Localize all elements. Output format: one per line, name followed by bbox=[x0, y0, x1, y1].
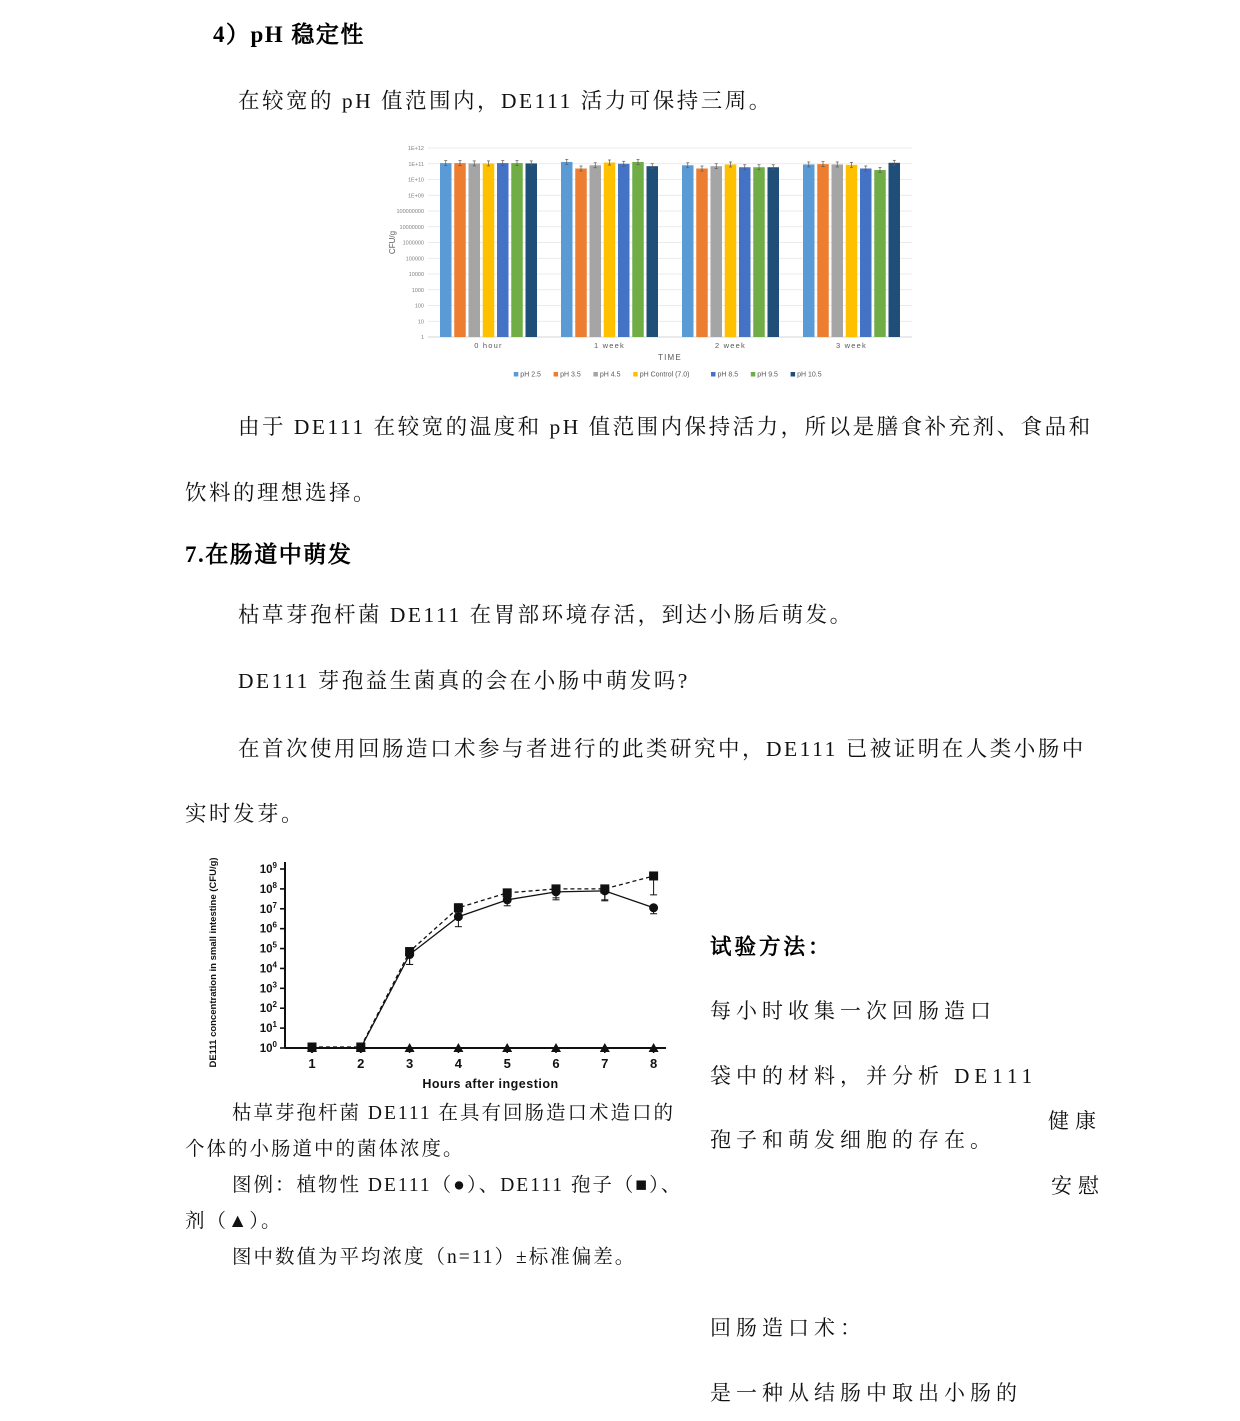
svg-text:4: 4 bbox=[454, 1056, 463, 1071]
paragraph-ideal-choice-line1: 由于 DE111 在较宽的温度和 pH 值范围内保持活力，所以是膳食补充剂、食品和 bbox=[238, 415, 1093, 439]
svg-text:100: $10^0$ bbox=[259, 1040, 277, 1055]
svg-text:10: 10 bbox=[417, 319, 424, 326]
section-heading-germination: 7.在肠道中萌发 bbox=[185, 542, 353, 567]
paragraph-ileostomy-study-line1: 在首次使用回肠造口术参与者进行的此类研究中，DE111 已被证明在人类小肠中 bbox=[238, 737, 1086, 761]
svg-text:3 week: 3 week bbox=[836, 341, 867, 350]
svg-text:1E+10: 1E+10 bbox=[407, 177, 424, 184]
svg-text:10000000: 10000000 bbox=[399, 224, 424, 231]
method-heading: 试验方法： bbox=[710, 935, 833, 959]
figure-caption-line1: 枯草芽孢杆菌 DE111 在具有回肠造口术造口的 bbox=[232, 1103, 676, 1124]
svg-text:10000: 10000 bbox=[408, 272, 424, 278]
ileostomy-heading: 回肠造口术： bbox=[710, 1316, 866, 1340]
svg-text:TIME: TIME bbox=[658, 353, 682, 362]
germination-line-chart bbox=[200, 853, 690, 1098]
svg-text:109: $10^9$ bbox=[259, 861, 277, 876]
svg-text:DE111 concentration in small i: DE111 concentration in small intestine (CFU/g) bbox=[208, 857, 219, 1068]
svg-text:1 week: 1 week bbox=[594, 341, 625, 350]
svg-text:1E+12: 1E+12 bbox=[407, 146, 424, 152]
svg-text:pH 8.5: pH 8.5 bbox=[717, 371, 739, 379]
svg-text:Hours after ingestion: Hours after ingestion bbox=[422, 1077, 559, 1091]
paragraph-survive-stomach: 枯草芽孢杆菌 DE111 在胃部环境存活，到达小肠后萌发。 bbox=[238, 603, 854, 627]
paragraph-ideal-choice-line2: 饮料的理想选择。 bbox=[185, 481, 378, 505]
svg-text:100: 100 bbox=[414, 303, 424, 310]
svg-text:pH Control (7.0): pH Control (7.0) bbox=[639, 371, 690, 379]
figure-caption bbox=[185, 1096, 715, 1276]
svg-text:5: 5 bbox=[503, 1056, 511, 1071]
svg-text:104: $10^4$ bbox=[259, 960, 277, 976]
method-line2: 袋中的材料，并分析 DE111 bbox=[710, 1064, 1038, 1088]
figure-caption-line4: 剂（▲）。 bbox=[185, 1211, 283, 1232]
svg-text:107: $10^7$ bbox=[259, 900, 277, 916]
figure-caption-line5: 图中数值为平均浓度（n=11）±标准偏差。 bbox=[232, 1247, 637, 1268]
ph-stability-bar-chart-svg bbox=[385, 136, 925, 391]
svg-text:100000: 100000 bbox=[405, 256, 424, 263]
svg-text:1E+09: 1E+09 bbox=[407, 193, 424, 200]
paragraph-ph-range: 在较宽的 pH 值范围内，DE111 活力可保持三周。 bbox=[238, 89, 773, 113]
svg-text:pH 3.5: pH 3.5 bbox=[560, 371, 581, 379]
ph-stability-bar-chart bbox=[385, 136, 925, 391]
svg-text:pH 4.5: pH 4.5 bbox=[599, 371, 621, 379]
svg-text:pH 2.5: pH 2.5 bbox=[520, 371, 541, 379]
svg-text:1000000: 1000000 bbox=[402, 240, 424, 247]
svg-text:100000000: 100000000 bbox=[396, 209, 424, 215]
svg-text:1: 1 bbox=[420, 335, 424, 341]
section-heading-ph-stability: 4）pH 稳定性 bbox=[213, 22, 365, 47]
svg-text:1E+11: 1E+11 bbox=[408, 161, 424, 168]
ileostomy-line1: 是一种从结肠中取出小肠的 bbox=[710, 1381, 1022, 1405]
text-fragment-health: 健康 bbox=[1048, 1109, 1102, 1133]
svg-text:101: $10^1$ bbox=[259, 1020, 277, 1036]
figure-caption-line2: 个体的小肠道中的菌体浓度。 bbox=[185, 1139, 465, 1160]
method-line3: 孢子和萌发细胞的存在。 bbox=[710, 1128, 996, 1152]
paragraph-germinate-question: DE111 芽孢益生菌真的会在小肠中萌发吗? bbox=[238, 669, 690, 693]
svg-text:pH 10.5: pH 10.5 bbox=[797, 371, 822, 379]
svg-text:103: $10^3$ bbox=[259, 980, 277, 996]
svg-text:2: 2 bbox=[357, 1056, 365, 1071]
svg-text:6: 6 bbox=[552, 1056, 560, 1071]
svg-text:106: $10^6$ bbox=[259, 920, 277, 936]
svg-text:pH 9.5: pH 9.5 bbox=[757, 371, 778, 379]
text-fragment-placebo: 安慰 bbox=[1051, 1174, 1105, 1198]
svg-text:1: 1 bbox=[308, 1056, 316, 1071]
svg-text:1000: 1000 bbox=[411, 287, 424, 294]
svg-text:105: $10^5$ bbox=[259, 940, 277, 956]
svg-text:108: $10^8$ bbox=[259, 880, 277, 896]
svg-text:CFU/g: CFU/g bbox=[388, 230, 397, 255]
figure-caption-line3: 图例：植物性 DE111（●）、DE111 孢子（■）、 bbox=[232, 1175, 683, 1196]
germination-line-chart-svg bbox=[200, 853, 690, 1098]
svg-text:2 week: 2 week bbox=[715, 341, 746, 350]
svg-text:8: 8 bbox=[649, 1056, 658, 1071]
svg-text:0 hour: 0 hour bbox=[474, 341, 503, 350]
method-line1: 每小时收集一次回肠造口 bbox=[710, 999, 996, 1023]
svg-text:102: $10^2$ bbox=[259, 1000, 277, 1016]
paragraph-ileostomy-study-line2: 实时发芽。 bbox=[185, 802, 306, 826]
svg-text:3: 3 bbox=[405, 1056, 414, 1071]
svg-text:7: 7 bbox=[601, 1056, 609, 1071]
